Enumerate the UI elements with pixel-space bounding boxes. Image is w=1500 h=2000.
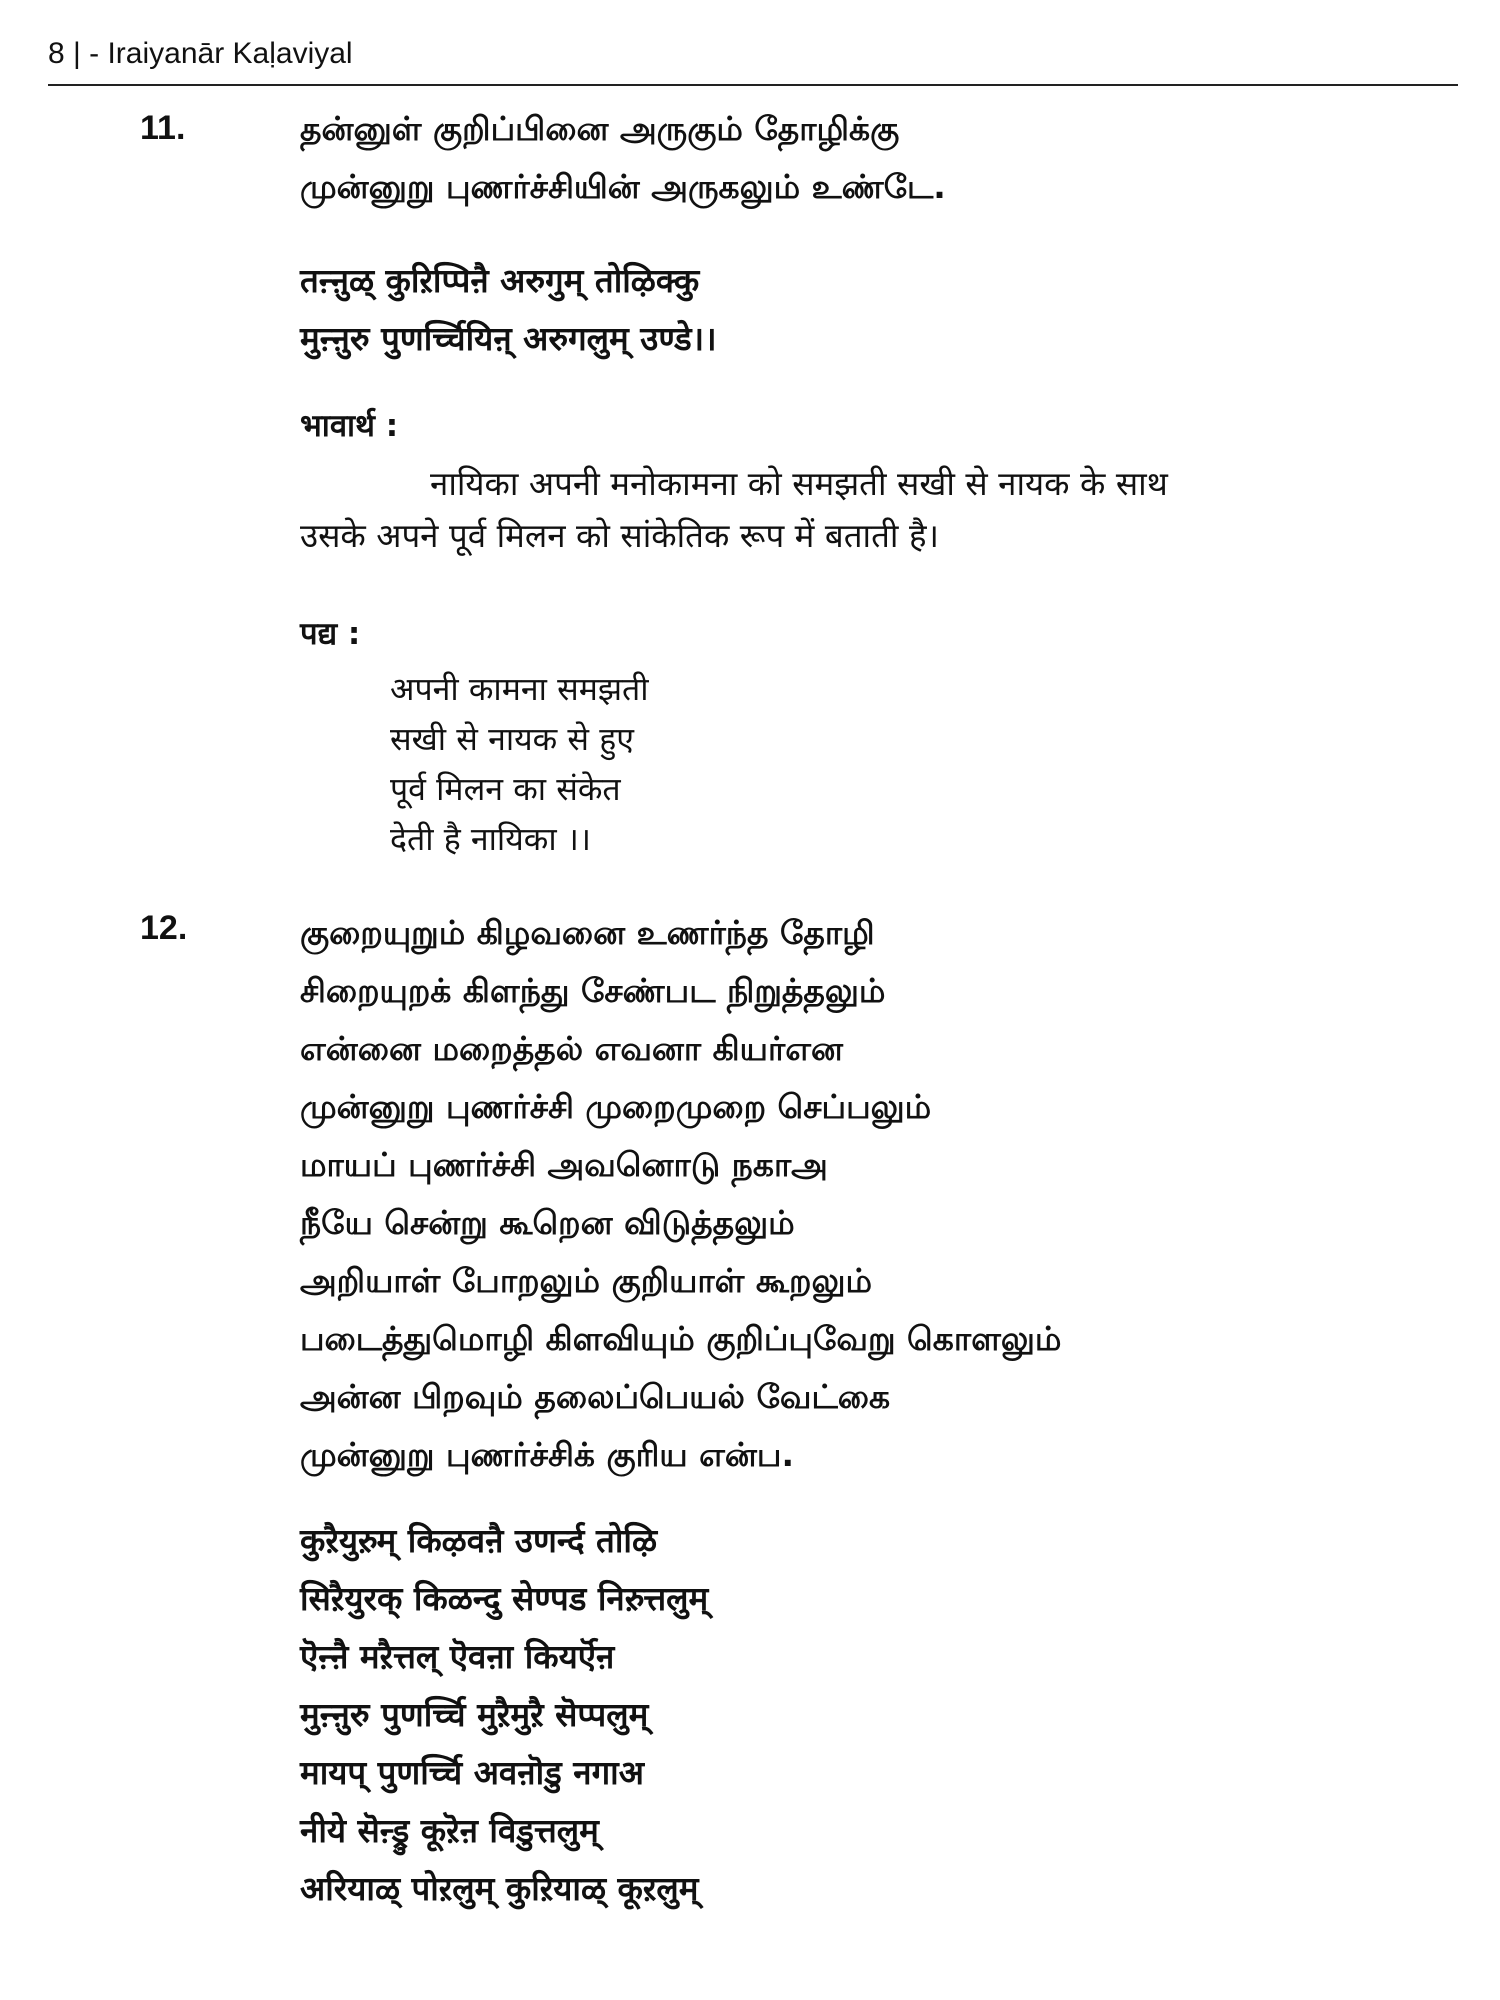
verse-line: अरियाळ् पोऱलुम् कुऱियाळ् कूऱलुम्	[300, 1869, 699, 1908]
verse-line: நீயே சென்று கூறென விடுத்தலும்	[300, 1203, 795, 1242]
verse-line: முன்னுறு புணர்ச்சி முறைமுறை செப்பலும்	[300, 1087, 932, 1126]
padya-heading: पद्य :	[300, 616, 361, 652]
padya-line: देती है नायिका ।।	[390, 820, 592, 858]
verse-11-tamil	[300, 100, 1450, 216]
verse-line: படைத்துமொழி கிளவியும் குறிப்புவேறு கொளலும்	[300, 1319, 1062, 1358]
verse-11-meaning	[300, 458, 1450, 562]
verse-line: சிறையுறக் கிளந்து சேண்பட நிறுத்தலும்	[300, 971, 886, 1010]
verse-line: कुऱैयुऱुम् किऴवऩै उणर्न्द तोऴि	[300, 1521, 658, 1560]
padya-line: पूर्व मिलन का संकेत	[390, 770, 621, 808]
verse-line: मायप् पुणर्च्चि अवऩॊडु नगाअ	[300, 1753, 644, 1792]
padya-line: सखी से नायक से हुए	[390, 720, 634, 758]
verse-11-padya	[390, 664, 649, 864]
verse-11-transliteration	[300, 252, 1450, 368]
verse-line: सिऱैयुरक् किळन्दु सेण्पड निऱुत्तलुम्	[300, 1579, 709, 1618]
verse-line: அன்ன பிறவும் தலைப்பெயல் வேட்கை	[300, 1377, 891, 1416]
verse-line: மாயப் புணர்ச்சி அவனொடு நகாஅ	[300, 1145, 828, 1184]
bhavarth-heading: भावार्थ :	[300, 408, 399, 444]
verse-line: முன்னுறு புணர்ச்சியின் அருகலும் உண்டே.	[300, 167, 946, 206]
page-header: 8 | - Iraiyanār Kaḷaviyal	[48, 37, 353, 70]
header-divider	[48, 84, 1458, 86]
verse-line: मुऩ्ऩुरु पुणर्च्चियिऩ् अरुगलुम् उण्डे।।	[300, 319, 717, 358]
verse-line: குறையுறும் கிழவனை உணர்ந்த தோழி	[300, 913, 875, 952]
verse-number-12: 12.	[140, 909, 188, 947]
verse-line: मुऩ्ऩुरु पुणर्च्चि मुऱैमुऱै सॆप्पलुम्	[300, 1695, 649, 1734]
verse-line: तऩ्ऩुळ् कुऱिप्पिऩै अरुगुम् तोऴिक्कु	[300, 261, 700, 300]
verse-number-11: 11.	[140, 109, 186, 147]
padya-line: अपनी कामना समझती	[390, 670, 649, 708]
verse-line: தன்னுள் குறிப்பினை அருகும் தோழிக்கு	[300, 109, 900, 148]
verse-12-tamil	[300, 904, 1450, 1484]
meaning-line: उसके अपने पूर्व मिलन को सांकेतिक रूप में बताती है।	[300, 516, 939, 555]
verse-line: முன்னுறு புணர்ச்சிக் குரிய என்ப.	[300, 1435, 795, 1474]
meaning-line: नायिका अपनी मनोकामना को समझती सखी से नायक के साथ	[430, 464, 1168, 503]
verse-line: नीये सॆऩ्ड्रु कूऱॆऩ विडुत्तलुम्	[300, 1811, 599, 1850]
verse-12-transliteration	[300, 1512, 1450, 1918]
verse-line: ऎऩ्ऩै मऱैत्तल् ऎवऩा कियर्ऎऩ	[300, 1637, 615, 1676]
verse-line: அறியாள் போறலும் குறியாள் கூறலும்	[300, 1261, 873, 1300]
verse-line: என்னை மறைத்தல் எவனா கியர்என	[300, 1029, 843, 1068]
